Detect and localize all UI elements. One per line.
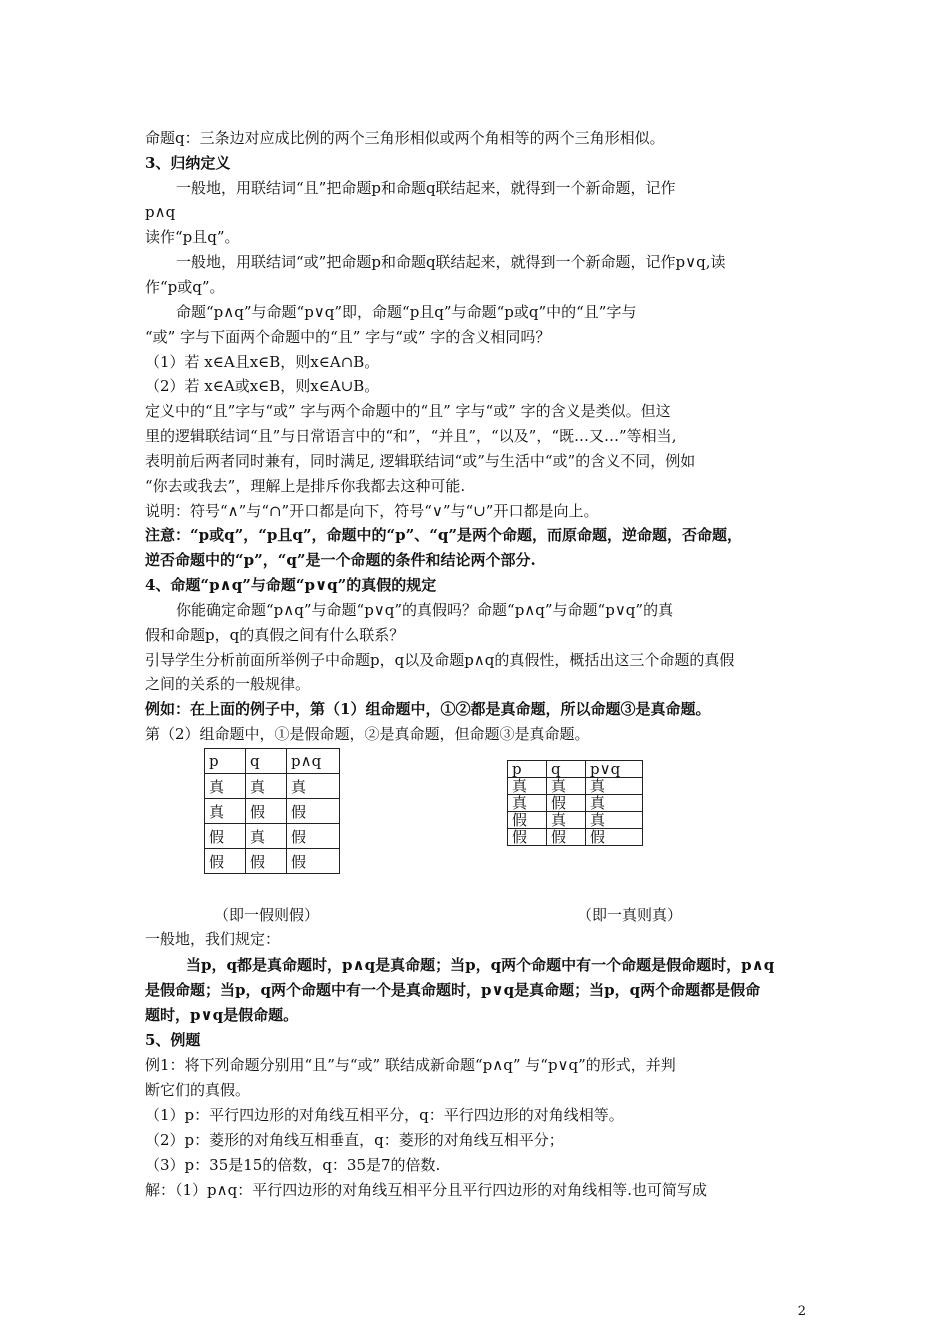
table-row — [205, 824, 340, 849]
table-cell: 真 — [246, 824, 287, 849]
text-line: （1）p：平行四边形的对角线互相平分，q：平行四边形的对角线相等。 — [145, 1106, 624, 1124]
table-row — [205, 799, 340, 824]
table-header-row — [205, 749, 340, 774]
table-cell: 真 — [547, 778, 586, 795]
table-cell: p∧q — [287, 749, 340, 774]
text-line: 第（2）组命题中，①是假命题，②是真命题，但命题③是真命题。 — [145, 725, 590, 743]
table-row — [205, 774, 340, 799]
text-line: 说明：符号“∧”与“∩”开口都是向下，符号“∨”与“∪”开口都是向上。 — [145, 502, 599, 520]
table-row — [205, 849, 340, 874]
text-line: 命题“p∧q”与命题“p∨q”即，命题“p且q”与命题“p或q”中的“且”字与 — [176, 303, 637, 321]
text-line: 命题q：三条边对应成比例的两个三角形相似或两个角相等的两个三角形相似。 — [145, 129, 665, 147]
table-cell: 假 — [246, 799, 287, 824]
rule-line: 当p，q都是真命题时，p∧q是真命题；当p，q两个命题中有一个命题是假命题时，p∧q — [186, 956, 775, 974]
text-line: 定义中的“且”字与“或” 字与两个命题中的“且” 字与“或” 字的含义是类似。但这 — [145, 402, 671, 420]
rule-line: 题时，p∨q是假命题。 — [145, 1006, 299, 1024]
text-line: 之间的关系的一般规律。 — [145, 675, 311, 693]
table-cell: 真 — [246, 774, 287, 799]
table-cell: 真 — [205, 799, 246, 824]
table-cell: 真 — [508, 778, 547, 795]
table-cell: 假 — [287, 824, 340, 849]
text-line: （1）若 x∈A且x∈B，则x∈A∩B。 — [145, 353, 380, 371]
table-cell: 假 — [508, 812, 547, 829]
table-cell: 真 — [586, 778, 643, 795]
table-cell: 假 — [508, 829, 547, 846]
text-line: 假和命题p，q的真假之间有什么联系？ — [145, 626, 405, 644]
table-row — [508, 795, 643, 812]
table-cell: 真 — [547, 812, 586, 829]
table-cell: 假 — [547, 795, 586, 812]
table-cell: p — [205, 749, 246, 774]
table-cell: 真 — [287, 774, 340, 799]
table-cell: 假 — [205, 824, 246, 849]
table-cell: 假 — [246, 849, 287, 874]
table-cell: 真 — [586, 795, 643, 812]
text-line: p∧q — [145, 203, 176, 221]
section-heading: 3、归纳定义 — [145, 154, 231, 172]
table-cell: 假 — [586, 829, 643, 846]
rule-line: 是假命题；当p，q两个命题中有一个是真命题时，p∨q是真命题；当p，q两个命题都是假命 — [145, 981, 761, 999]
note-line: 逆否命题中的“p”，“q”是一个命题的条件和结论两个部分. — [145, 551, 536, 569]
text-line: （2）若 x∈A或x∈B，则x∈A∪B。 — [145, 377, 380, 395]
text-line: 解：（1）p∧q：平行四边形的对角线互相平分且平行四边形的对角线相等.也可简写成 — [145, 1181, 707, 1199]
text-line: 断它们的真假。 — [145, 1081, 251, 1099]
table-row — [508, 812, 643, 829]
table-cell: q — [547, 761, 586, 778]
truth-table-and — [204, 748, 340, 874]
table-cell: 真 — [205, 774, 246, 799]
table-cell: p — [508, 761, 547, 778]
text-line: 引导学生分析前面所举例子中命题p，q以及命题p∧q的真假性，概括出这三个命题的真假 — [145, 651, 735, 669]
table-caption-and: （即一假则假） — [214, 906, 320, 924]
note-line: 注意：“p或q”，“p且q”，命题中的“p”、“q”是两个命题，而原命题，逆命题，否命题， — [145, 526, 742, 544]
table-caption-or: （即一真则真） — [577, 906, 683, 924]
table-row — [508, 829, 643, 846]
table-cell: 假 — [287, 799, 340, 824]
text-line: “你去或我去”，理解上是排斥你我都去这种可能. — [145, 477, 466, 495]
table-cell: 真 — [586, 812, 643, 829]
table-cell: 假 — [205, 849, 246, 874]
text-line: 一般地，用联结词“且”把命题p和命题q联结起来，就得到一个新命题，记作 — [176, 179, 676, 197]
text-line: 里的逻辑联结词“且”与日常语言中的“和”，“并且”，“以及”，“既…又…”等相当, — [145, 427, 677, 445]
table-cell: 真 — [508, 795, 547, 812]
section-heading: 4、命题“p∧q”与命题“p∨q”的真假的规定 — [145, 576, 437, 594]
text-line: 作“p或q”。 — [145, 278, 225, 296]
section-heading: 5、例题 — [145, 1031, 201, 1049]
text-line: （2）p：菱形的对角线互相垂直，q：菱形的对角线互相平分； — [145, 1131, 564, 1149]
table-cell: p∨q — [586, 761, 643, 778]
text-line: （3）p：35是15的倍数，q：35是7的倍数. — [145, 1156, 441, 1174]
text-line: 读作“p且q”。 — [145, 228, 240, 246]
text-line: 一般地，我们规定： — [145, 930, 281, 948]
table-cell: q — [246, 749, 287, 774]
text-line: “或” 字与下面两个命题中的“且” 字与“或” 字的含义相同吗？ — [145, 328, 551, 346]
text-line: 你能确定命题“p∧q”与命题“p∨q”的真假吗？命题“p∧q”与命题“p∨q”的真 — [176, 601, 674, 619]
text-line: 例1：将下列命题分别用“且”与“或” 联结成新命题“p∧q” 与“p∨q”的形式，并判 — [145, 1056, 676, 1074]
table-cell: 假 — [547, 829, 586, 846]
table-header-row — [508, 761, 643, 778]
table-row — [508, 778, 643, 795]
table-cell: 假 — [287, 849, 340, 874]
text-line: 表明前后两者同时兼有，同时满足, 逻辑联结词“或”与生活中“或”的含义不同，例如 — [145, 452, 696, 470]
example-line: 例如：在上面的例子中，第（1）组命题中，①②都是真命题，所以命题③是真命题。 — [145, 700, 711, 718]
truth-table-or — [507, 760, 643, 846]
page-number: 2 — [797, 1304, 806, 1319]
text-line: 一般地，用联结词“或”把命题p和命题q联结起来，就得到一个新命题，记作p∨q,读 — [176, 253, 726, 271]
